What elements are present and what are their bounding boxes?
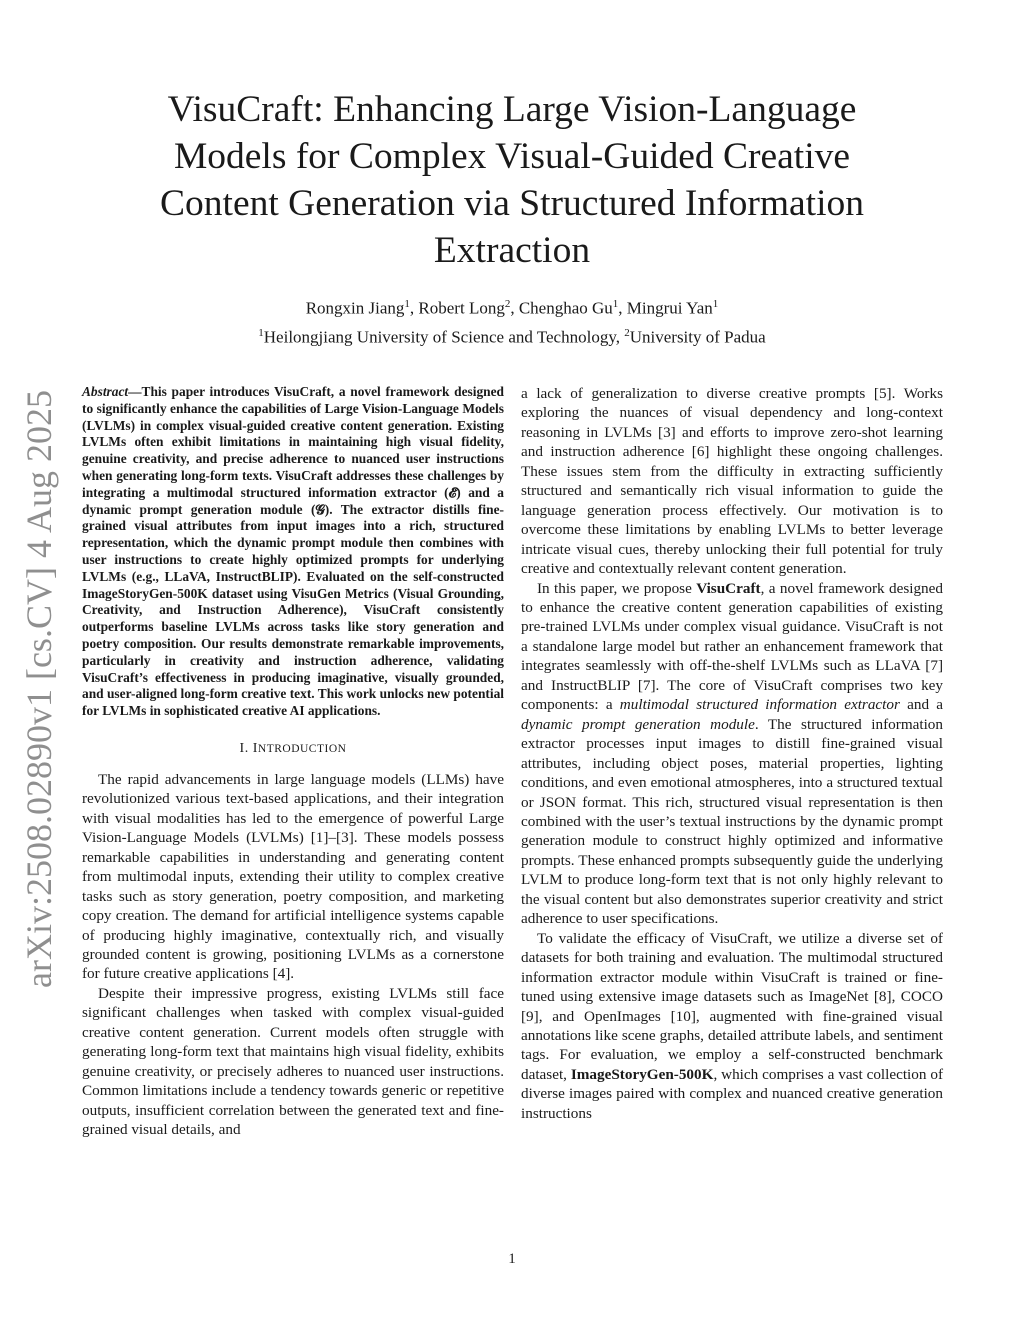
right-column — [521, 384, 943, 1123]
text-span: , a novel framework designed to enhance the creative content generation capabilities of existing pre-trained LVLMs under complex visual guidance. VisuCraft is not a standalone large model but rather an enhancement framework that integrates seamlessly with off-the-shelf LVLMs such as LLaVA [7] and InstructBLIP [7]. The core of VisuCraft comprises two key components: a — [521, 579, 943, 714]
affiliation-mark: 1 — [712, 298, 719, 310]
intro-paragraph-3 — [521, 579, 943, 929]
affiliation-name: Heilongjiang University of Science and Technology — [263, 327, 616, 347]
section-title-initial: I — [252, 740, 258, 756]
intro-paragraph-1: The rapid advancements in large language models (LLMs) have revolutionized various text-based applications, and their integration with visual modalities has led to the emergence of powerful Large Vision-Language Models (LVLMs) [1]–[3]. These models possess remarkable capabilities in understanding and generating content from multimodal inputs, extending their utility to complex creative tasks such as story generation, poetry composition, and marketing copy creation. The demand for artificial intelligence systems capable of producing highly imaginative, contextually rich, and visually grounded content is growing, positioning LVLMs as a cornerstone for future creative applications [4]. — [82, 770, 504, 983]
abstract-label: Abstract — [82, 384, 129, 399]
affiliation-mark: 2 — [624, 326, 630, 339]
abstract: Abstract—This paper introduces VisuCraft, a novel framework designed to significantly enhance the capabilities of Large Vision-Language Models (LVLMs) in complex visual-guided creative content generation. Existing LVLMs often exhibit limitations in maintaining high visual fidelity, genuine creativity, and precise adherence to nuanced user instructions when generating long-form texts. VisuCraft addresses these challenges by integrating a multimodal structured information extractor (𝓔) and a dynamic prompt generation module (𝓖). The extractor distills fine-grained visual attributes from input images into a rich, structured representation, which the dynamic prompt module then combines with user instructions to create highly optimized prompts for underlying LVLMs (e.g., LLaVA, InstructBLIP). Evaluated on the self-constructed ImageStoryGen-500K dataset using VisuGen Metrics (Visual Grounding, Creativity, and Instruction Adherence), VisuCraft consistently outperforms baseline LVLMs across tasks like story generation and poetry composition. Our results demonstrate remarkable improvements, particularly in creativity and instruction adherence, validating VisuCraft’s effectiveness in producing imaginative, visually grounded, and user-aligned long-form creative text. This work unlocks new potential for LVLMs in sophisticated creative AI applications. — [82, 384, 504, 719]
left-column — [82, 384, 504, 1140]
author-block — [110, 292, 914, 349]
affiliation-name: University of Padua — [629, 327, 766, 347]
author-name: Rongxin Jiang — [305, 298, 405, 318]
intro-paragraph-2-continued: a lack of generalization to diverse creative prompts [5]. Works exploring the nuances of visual dependency and long-context reasoning in LVLMs [3] and efforts to improve zero-shot learning and instruction adherence [6] highlight these ongoing challenges. These issues stem from the difficulty in extracting sufficiently structured and semantically rich visual information to guide the language generation process effectively. Our motivation is to overcome these limitations by enabling LVLMs to better leverage intricate visual cues, thereby unlocking their full potential for truly creative and contextually relevant content generation. — [521, 385, 943, 578]
affiliation-list: $^1$Heilongjiang University of Science and Technology, $^2$University of Padua — [258, 326, 766, 347]
paper-title: VisuCraft: Enhancing Large Vision-Language Models for Complex Visual-Guided Creative Content Generation via Structured Information Extraction — [160, 89, 864, 271]
text-span: and a — [899, 696, 944, 714]
text-span: In this paper, we propose — [537, 579, 697, 597]
component-name-extractor: multimodal structured information extractor — [619, 696, 900, 714]
affiliation-mark: 1 — [404, 298, 410, 310]
intro-paragraph-2: Despite their impressive progress, existing LVLMs still face significant challenges when tasked with complex visual-guided creative content generation. Current models often struggle with generating long-form text that maintains high visual fidelity, exhibits genuine creativity, or precisely adheres to nuanced user instructions. Common limitations include a tendency towards generic or repetitive outputs, insufficient correlation between the generated text and fine-grained visual details, and — [82, 984, 504, 1139]
author-name: Mingrui Yan — [626, 298, 713, 318]
section-number: I. — [239, 740, 249, 756]
affiliation-mark: 1 — [612, 298, 619, 310]
affiliation-mark: 1 — [258, 326, 264, 339]
text-span: To validate the efficacy of VisuCraft, we utilize a diverse set of datasets for both training and evaluation. The multimodal structured information extractor module within VisuCraft is trained or fine-tuned using extensive image datasets such as ImageNet [8], COCO [9], and OpenImages [10], augmented with fine-grained visual annotations like scene graphs, detailed attribute labels, and sentiment tags. For evaluation, we employ a self-constructed benchmark dataset, — [521, 929, 943, 1083]
author-name: Robert Long — [418, 298, 505, 318]
section-title-rest: NTRODUCTION — [257, 742, 347, 755]
component-name-prompt-module: dynamic prompt generation module — [521, 715, 755, 733]
intro-paragraph-4 — [521, 929, 943, 1124]
author-name: Chenghao Gu — [518, 298, 613, 318]
arxiv-identifier-stamp: arXiv:2508.02890v1 [cs.CV] 4 Aug 2025 — [19, 390, 59, 988]
dataset-name: ImageStoryGen-500K — [570, 1065, 714, 1083]
text-span: , which comprises a vast collection of diverse images paired with complex and nuanced creative generation instructions — [521, 1065, 944, 1122]
text-span: . The structured information extractor processes input images to distill fine-grained visual attributes, including object poses, material properties, lighting conditions, and even emotional atmospheres, into a structured textual or JSON format. This rich, structured visual representation is then combined with the user’s textual instructions by the dynamic prompt generation module to construct highly optimized and informative prompts. These enhanced prompts subsequently guide the underlying LVLM to produce long-form text that is not only highly relevant to the visual content but also demonstrates superior creativity and strict adherence to user specifications. — [521, 715, 943, 928]
affiliation-mark: 2 — [504, 298, 511, 310]
framework-name: VisuCraft — [696, 579, 761, 597]
author-list: Rongxin Jiang$^1$, Robert Long$^2$, Chenghao Gu$^1$, Mingrui Yan$^1$ — [305, 298, 719, 318]
abstract-text: This paper introduces VisuCraft, a novel framework designed to significantly enhance the capabilities of Large Vision-Language Models (LVLMs) in complex visual-guided creative content generation. Existing LVLMs often exhibit limitations in maintaining high visual fidelity, genuine creativity, and precise adherence to nuanced user instructions when generating long-form texts. VisuCraft addresses these challenges by integrating a multimodal structured information extractor (𝓔) and a dynamic prompt generation module (𝓖). The extractor distills fine-grained visual attributes from input images into a rich, structured representation, which the dynamic prompt module then combines with user instructions to create highly optimized prompts for underlying LVLMs (e.g., LLaVA, InstructBLIP). Evaluated on the self-constructed ImageStoryGen-500K dataset using VisuGen Metrics (Visual Grounding, Creativity, and Instruction Adherence), VisuCraft consistently outperforms baseline LVLMs across tasks like story generation and poetry composition. Our results demonstrate remarkable improvements, particularly in creativity and instruction adherence, validating VisuCraft’s effectiveness in producing imaginative, visually grounded, and user-aligned long-form creative text. This work unlocks new potential for LVLMs in sophisticated creative AI applications. — [82, 384, 504, 719]
section-heading-introduction — [82, 740, 504, 758]
page-number: 1 — [508, 1251, 516, 1267]
